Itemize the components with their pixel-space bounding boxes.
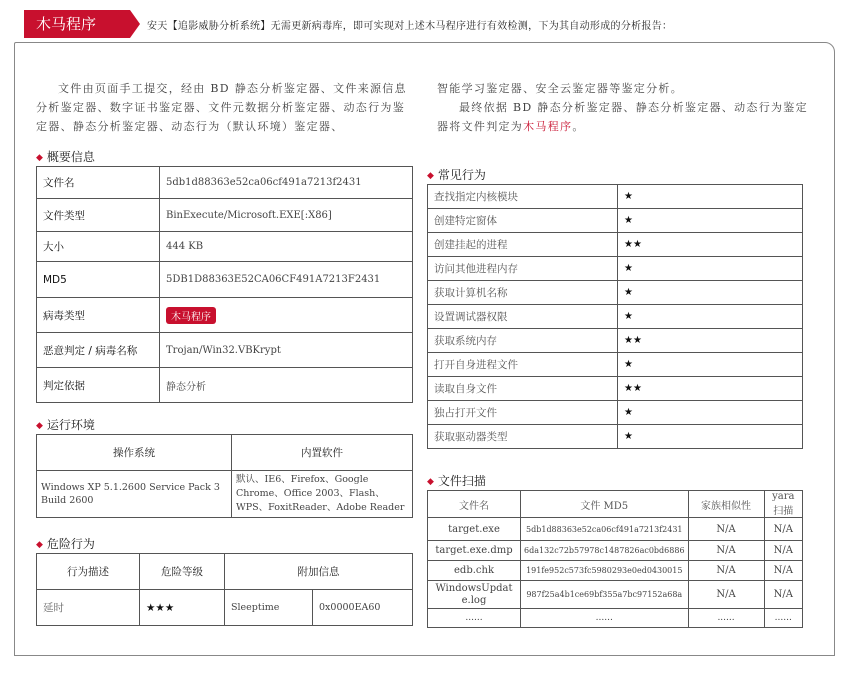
danger-col-extra: 附加信息 <box>225 554 413 590</box>
overview-key: 文件类型 <box>37 199 160 232</box>
bullet-icon: ◆ <box>36 153 43 163</box>
overview-key: 病毒类型 <box>37 298 160 333</box>
scan-md5: 5db1d88363e52ca06cf491a7213f2431 <box>521 518 689 541</box>
scan-md5: ...... <box>521 609 689 628</box>
scan-name: ...... <box>428 609 521 628</box>
header-intro: 安天【追影威胁分析系统】无需更新病毒库，即可实现对上述木马程序进行有效检测，下为其自动形成的分析报告： <box>147 21 673 32</box>
common-title <box>427 166 486 183</box>
common-level: ★ <box>618 353 803 377</box>
env-software: 默认、IE6、Firefox、Google Chrome、Office 2003、Flash、WPS、FoxitReader、Adobe Reader <box>232 471 413 518</box>
common-desc: 查找指定内核模块 <box>428 185 618 209</box>
scan-md5: 191fe952c573fc5980293e0ed0430015 <box>521 561 689 581</box>
common-desc: 打开自身进程文件 <box>428 353 618 377</box>
bullet-icon: ◆ <box>36 540 43 550</box>
common-level: ★ <box>618 209 803 233</box>
common-level: ★★ <box>618 233 803 257</box>
scan-name: WindowsUpdate.log <box>428 581 521 609</box>
overview-title-text: 概要信息 <box>46 150 95 164</box>
overview-table <box>36 166 413 403</box>
scan-md5: 987f25a4b1ce69bf355a7bc97152a68a <box>521 581 689 609</box>
overview-value <box>160 298 413 333</box>
danger-row <box>37 590 413 626</box>
scan-yara: N/A <box>764 561 802 581</box>
header-tab: 木马程序 <box>24 10 130 38</box>
common-desc: 设置调试器权限 <box>428 305 618 329</box>
env-title <box>36 416 95 433</box>
common-level: ★ <box>618 185 803 209</box>
scan-col-name: 文件名 <box>428 491 521 518</box>
scan-table <box>427 490 803 628</box>
common-desc: 访问其他进程内存 <box>428 257 618 281</box>
scan-name: edb.chk <box>428 561 521 581</box>
danger-col-desc: 行为描述 <box>37 554 140 590</box>
danger-desc: 延时 <box>37 590 140 626</box>
env-header-row <box>37 435 413 471</box>
danger-table <box>36 553 413 626</box>
summary-right-1: 智能学习鉴定器、安全云鉴定器等鉴定分析。 <box>437 82 683 95</box>
summary-right-2-prefix: 最终依据 BD 静态分析鉴定器、静态分析鉴定器、动态行为鉴定器将文件判定为 <box>437 101 808 133</box>
env-os: Windows XP 5.1.2600 Service Pack 3 Build 2600 <box>37 471 232 518</box>
danger-col-level: 危险等级 <box>140 554 225 590</box>
overview-value: BinExecute/Microsoft.EXE[:X86] <box>160 199 413 232</box>
common-table <box>427 184 803 449</box>
scan-yara: N/A <box>764 518 802 541</box>
common-level: ★ <box>618 281 803 305</box>
bullet-icon: ◆ <box>427 171 434 181</box>
bullet-icon: ◆ <box>36 421 43 431</box>
summary-right-2-suffix: 。 <box>572 120 585 133</box>
common-level: ★★ <box>618 377 803 401</box>
common-desc: 创建挂起的进程 <box>428 233 618 257</box>
danger-level: ★★★ <box>140 590 225 626</box>
overview-row <box>37 368 413 403</box>
common-level: ★★ <box>618 329 803 353</box>
scan-title-text: 文件扫描 <box>437 474 486 488</box>
common-row <box>428 353 803 377</box>
summary-left: 文件由页面手工提交，经由 BD 静态分析鉴定器、文件来源信息分析鉴定器、数字证书鉴定器、文件元数据分析鉴定器、动态行为鉴定器、静态分析鉴定器、动态行为（默认环境）鉴定器、 <box>36 82 407 133</box>
common-desc: 独占打开文件 <box>428 401 618 425</box>
overview-row <box>37 199 413 232</box>
overview-key: 判定依据 <box>37 368 160 403</box>
common-desc: 创建特定窗体 <box>428 209 618 233</box>
scan-col-yara: yara 扫描 <box>764 491 802 518</box>
common-desc: 获取驱动器类型 <box>428 425 618 449</box>
scan-family: N/A <box>688 581 764 609</box>
scan-row <box>428 581 803 609</box>
danger-title <box>36 535 95 552</box>
danger-extra-2: 0x0000EA60 <box>313 590 413 626</box>
scan-yara: N/A <box>764 581 802 609</box>
common-title-text: 常见行为 <box>437 168 486 182</box>
overview-value: 5db1d88363e52ca06cf491a7213f2431 <box>160 167 413 199</box>
common-row <box>428 257 803 281</box>
scan-row <box>428 561 803 581</box>
scan-row <box>428 541 803 561</box>
scan-row <box>428 609 803 628</box>
overview-key: 文件名 <box>37 167 160 199</box>
common-row <box>428 281 803 305</box>
common-level: ★ <box>618 401 803 425</box>
summary-verdict: 木马程序 <box>523 120 573 133</box>
common-desc: 读取自身文件 <box>428 377 618 401</box>
danger-header-row <box>37 554 413 590</box>
common-level: ★ <box>618 425 803 449</box>
overview-value: 静态分析 <box>160 368 413 403</box>
overview-title <box>36 148 95 165</box>
scan-title <box>427 472 486 489</box>
common-level: ★ <box>618 305 803 329</box>
env-row <box>37 471 413 518</box>
env-table <box>36 434 413 518</box>
overview-key: 大小 <box>37 232 160 262</box>
common-row <box>428 185 803 209</box>
summary-right-2 <box>437 98 819 136</box>
overview-row <box>37 167 413 199</box>
overview-key: MD5 <box>37 262 160 298</box>
scan-name: target.exe <box>428 518 521 541</box>
common-row <box>428 305 803 329</box>
common-row <box>428 425 803 449</box>
danger-extra-1: Sleeptime <box>225 590 313 626</box>
overview-row <box>37 333 413 368</box>
env-title-text: 运行环境 <box>46 418 95 432</box>
overview-row <box>37 262 413 298</box>
scan-row <box>428 518 803 541</box>
scan-header-row <box>428 491 803 518</box>
common-level: ★ <box>618 257 803 281</box>
common-row <box>428 209 803 233</box>
bullet-icon: ◆ <box>427 477 434 487</box>
scan-family: N/A <box>688 561 764 581</box>
scan-family: N/A <box>688 518 764 541</box>
scan-family: ...... <box>688 609 764 628</box>
overview-row <box>37 298 413 333</box>
scan-name: target.exe.dmp <box>428 541 521 561</box>
overview-value: 444 KB <box>160 232 413 262</box>
common-row <box>428 233 803 257</box>
common-row <box>428 329 803 353</box>
scan-col-md5: 文件 MD5 <box>521 491 689 518</box>
common-desc: 获取系统内存 <box>428 329 618 353</box>
common-row <box>428 401 803 425</box>
overview-row <box>37 232 413 262</box>
scan-yara: N/A <box>764 541 802 561</box>
danger-title-text: 危险行为 <box>46 537 95 551</box>
scan-family: N/A <box>688 541 764 561</box>
common-row <box>428 377 803 401</box>
scan-yara: ...... <box>764 609 802 628</box>
overview-value: 5DB1D88363E52CA06CF491A7213F2431 <box>160 262 413 298</box>
env-col-sw: 内置软件 <box>232 435 413 471</box>
overview-value: Trojan/Win32.VBKrypt <box>160 333 413 368</box>
scan-md5: 6da132c72b57978c1487826ac0bd6886 <box>521 541 689 561</box>
common-desc: 获取计算机名称 <box>428 281 618 305</box>
virus-type-badge: 木马程序 <box>166 307 216 324</box>
overview-key: 恶意判定 / 病毒名称 <box>37 333 160 368</box>
env-col-os: 操作系统 <box>37 435 232 471</box>
scan-col-family: 家族相似性 <box>688 491 764 518</box>
